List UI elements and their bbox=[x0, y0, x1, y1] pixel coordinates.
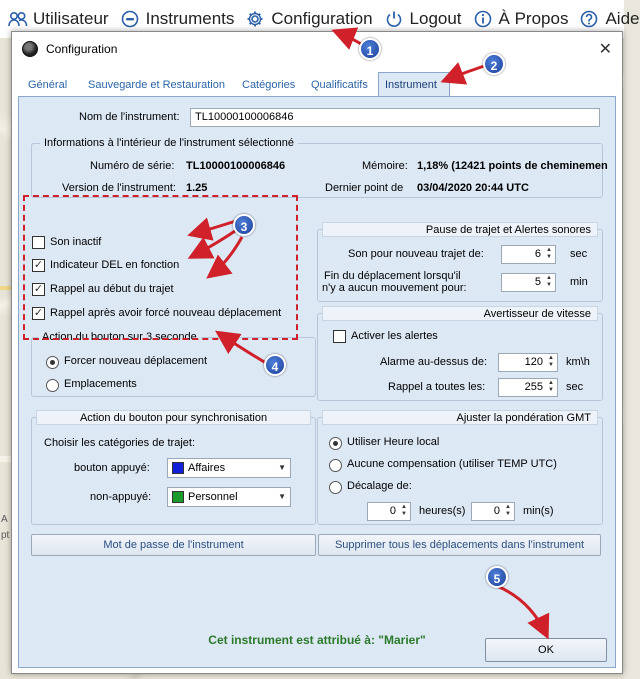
dialog-title: Configuration bbox=[46, 42, 118, 56]
emplacements-radio[interactable] bbox=[46, 379, 59, 392]
new-trip-unit: sec bbox=[570, 248, 588, 260]
pause-group bbox=[317, 224, 603, 302]
nav-label: Logout bbox=[409, 9, 462, 28]
hours-unit: heures(s) bbox=[419, 505, 466, 517]
emplacements-label: Emplacements bbox=[64, 378, 137, 390]
version-label: Version de l'instrument: bbox=[62, 182, 176, 194]
local-time-radio[interactable] bbox=[329, 437, 342, 450]
no-compensation-radio[interactable] bbox=[329, 459, 342, 472]
nav-aide[interactable] bbox=[580, 9, 639, 29]
led-label: Indicateur DEL en fonction bbox=[50, 259, 180, 271]
delete-trips-button[interactable]: Supprimer tous les déplacements dans l'instrument bbox=[318, 534, 601, 556]
sync-header: Action du bouton pour synchronisation bbox=[36, 410, 311, 425]
tab-bar bbox=[18, 72, 616, 96]
ok-button[interactable]: OK bbox=[485, 638, 607, 662]
end-label-2: n'y a aucun mouvement pour: bbox=[322, 282, 467, 294]
power-icon bbox=[385, 10, 405, 28]
rappel-force-label: Rappel après avoir forcé nouveau déplacement bbox=[50, 307, 282, 319]
pressed-color-swatch bbox=[172, 462, 184, 474]
info-group bbox=[31, 137, 608, 198]
nav-label: Instruments bbox=[145, 9, 235, 28]
help-icon bbox=[580, 10, 600, 28]
nav-logout[interactable] bbox=[385, 9, 462, 29]
tab-qualificatifs[interactable]: Qualificatifs bbox=[311, 79, 368, 91]
pressed-category-select[interactable] bbox=[167, 458, 291, 478]
activate-alerts-label: Activer les alertes bbox=[351, 330, 438, 342]
map-label: pt bbox=[1, 530, 10, 541]
nav-label: Aide bbox=[605, 9, 640, 28]
offset-radio[interactable] bbox=[329, 481, 342, 494]
reminder-unit: sec bbox=[566, 381, 584, 393]
memory-value: 1,18% (12421 points de cheminemen bbox=[417, 160, 608, 172]
app-icon bbox=[22, 41, 38, 57]
chevron-down-icon: ▼ bbox=[278, 492, 286, 501]
nav-utilisateur[interactable] bbox=[8, 9, 109, 29]
hours-value: 0 bbox=[389, 505, 396, 517]
reminder-spinner[interactable] bbox=[498, 378, 558, 397]
close-icon[interactable]: ✕ bbox=[598, 41, 612, 58]
users-icon bbox=[8, 11, 28, 27]
badge-5: 5 bbox=[486, 566, 508, 588]
unpressed-category-value: Personnel bbox=[188, 491, 238, 503]
badge-2: 2 bbox=[483, 53, 505, 75]
no-compensation-label: Aucune compensation (utiliser TEMP UTC) bbox=[347, 458, 557, 470]
spinner-arrows-icon[interactable]: ▲ ▼ bbox=[548, 380, 554, 393]
hours-spinner[interactable] bbox=[367, 502, 411, 521]
spinner-arrows-icon[interactable]: ▲ ▼ bbox=[401, 504, 407, 517]
alarm-unit: km\h bbox=[566, 356, 590, 368]
annotation-dashed-box bbox=[23, 195, 298, 340]
rappel-debut-label: Rappel au début du trajet bbox=[50, 283, 174, 295]
end-label-1: Fin du déplacement lorsqu'il bbox=[324, 270, 461, 282]
tab-sauvegarde[interactable]: Sauvegarde et Restauration bbox=[88, 79, 225, 91]
unpressed-category-select[interactable] bbox=[167, 487, 291, 507]
alarm-value: 120 bbox=[524, 356, 543, 368]
spinner-arrows-icon[interactable]: ▲ ▼ bbox=[546, 247, 552, 260]
speed-header: Avertisseur de vitesse bbox=[322, 306, 598, 321]
end-unit: min bbox=[570, 276, 588, 288]
new-trip-label: Son pour nouveau trajet de: bbox=[348, 248, 484, 260]
pause-header: Pause de trajet et Alertes sonores bbox=[322, 222, 598, 237]
dialog-titlebar bbox=[12, 32, 622, 66]
map-label: A bbox=[1, 514, 8, 525]
last-point-label: Dernier point de bbox=[325, 182, 404, 194]
badge-3: 3 bbox=[233, 214, 255, 236]
new-trip-value: 6 bbox=[534, 248, 541, 260]
nav-instruments[interactable] bbox=[121, 9, 235, 29]
end-value: 5 bbox=[534, 276, 541, 288]
reminder-label: Rappel a toutes les: bbox=[388, 381, 486, 393]
gmt-group bbox=[317, 412, 603, 525]
info-icon bbox=[474, 10, 494, 28]
badge-1: 1 bbox=[359, 38, 381, 60]
tab-categories[interactable]: Catégories bbox=[242, 79, 296, 91]
spinner-arrows-icon[interactable]: ▲ ▼ bbox=[548, 355, 554, 368]
nav-label: Configuration bbox=[271, 9, 373, 28]
assigned-message: Cet instrument est attribué à: "Marier" bbox=[208, 633, 426, 647]
instrument-icon bbox=[121, 10, 141, 28]
chevron-down-icon: ▼ bbox=[278, 463, 286, 472]
end-spinner[interactable] bbox=[501, 273, 556, 292]
badge-4: 4 bbox=[264, 354, 286, 376]
button-3s-header: Action du bouton sur 3 seconde bbox=[38, 330, 201, 345]
unpressed-label: non-appuyé: bbox=[90, 491, 152, 503]
info-group-header: Informations à l'intérieur de l'instrument sélectionné bbox=[40, 136, 298, 151]
memory-label: Mémoire: bbox=[362, 160, 408, 172]
pressed-category-value: Affaires bbox=[188, 462, 226, 474]
password-button[interactable]: Mot de passe de l'instrument bbox=[31, 534, 316, 556]
reminder-value: 255 bbox=[524, 381, 543, 393]
led-checkbox[interactable]: ✓ bbox=[33, 259, 44, 271]
mins-unit: min(s) bbox=[523, 505, 554, 517]
son-inactif-label: Son inactif bbox=[50, 236, 102, 248]
last-point-value: 03/04/2020 20:44 UTC bbox=[417, 182, 529, 194]
speed-group bbox=[317, 308, 603, 401]
nav-label: Utilisateur bbox=[33, 9, 109, 28]
forcer-radio[interactable] bbox=[46, 356, 59, 369]
instrument-name-input[interactable]: TL10000100006846 bbox=[190, 108, 600, 127]
spinner-arrows-icon[interactable]: ▲ ▼ bbox=[546, 275, 552, 288]
version-value: 1.25 bbox=[186, 182, 208, 194]
local-time-label: Utiliser Heure local bbox=[347, 436, 440, 448]
gmt-header: Ajuster la pondération GMT bbox=[322, 410, 598, 425]
mins-value: 0 bbox=[493, 505, 500, 517]
rappel-debut-checkbox[interactable]: ✓ bbox=[33, 283, 44, 295]
nav-a-propos[interactable] bbox=[474, 9, 569, 29]
serial-label: Numéro de série: bbox=[90, 160, 175, 172]
tab-instrument[interactable]: Instrument bbox=[378, 72, 450, 97]
serial-value: TL10000100006846 bbox=[186, 160, 286, 172]
new-trip-spinner[interactable] bbox=[501, 245, 556, 264]
mins-spinner[interactable] bbox=[471, 502, 515, 521]
instrument-panel bbox=[18, 96, 616, 668]
nav-configuration[interactable] bbox=[246, 9, 372, 29]
rappel-force-checkbox[interactable]: ✓ bbox=[33, 307, 44, 319]
pressed-label: bouton appuyé: bbox=[74, 462, 150, 474]
alarm-label: Alarme au-dessus de: bbox=[380, 356, 487, 368]
activate-alerts-checkbox[interactable] bbox=[333, 330, 346, 343]
nav-label: À Propos bbox=[498, 9, 569, 28]
name-label: Nom de l'instrument: bbox=[79, 111, 180, 123]
configuration-dialog bbox=[11, 31, 623, 674]
alarm-spinner[interactable] bbox=[498, 353, 558, 372]
unpressed-color-swatch bbox=[172, 491, 184, 503]
sync-group bbox=[31, 412, 316, 525]
offset-label: Décalage de: bbox=[347, 480, 412, 492]
choose-label: Choisir les catégories de trajet: bbox=[44, 437, 196, 449]
gear-icon bbox=[246, 10, 266, 28]
spinner-arrows-icon[interactable]: ▲ ▼ bbox=[505, 504, 511, 517]
forcer-label: Forcer nouveau déplacement bbox=[64, 355, 208, 367]
tab-general[interactable]: Général bbox=[28, 79, 68, 91]
